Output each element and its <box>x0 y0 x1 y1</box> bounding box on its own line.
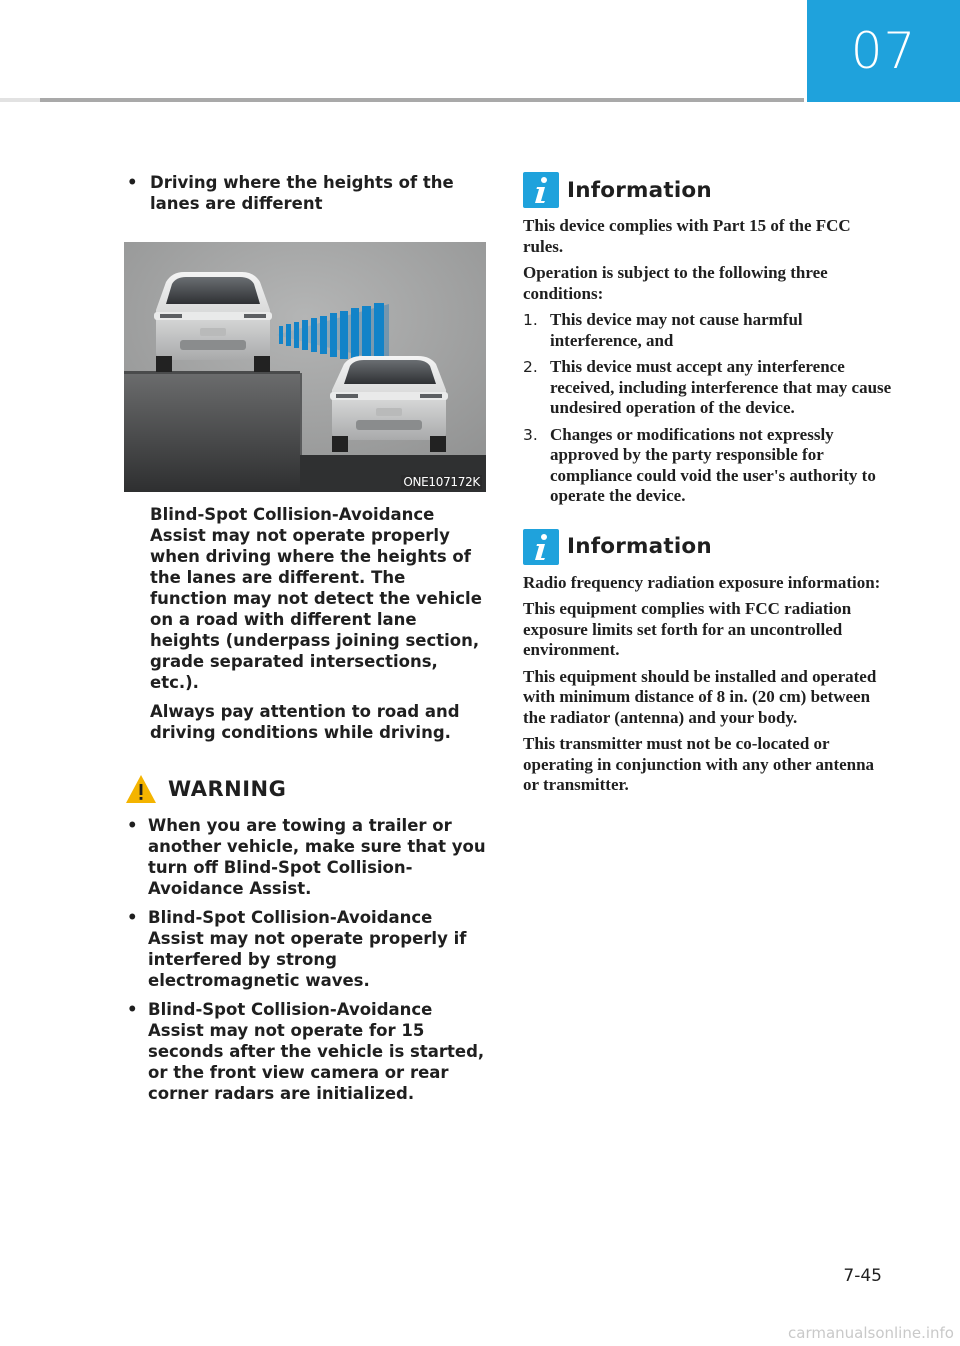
item-text: This device may not cause harmful interference, and <box>550 310 803 350</box>
item-number: 1. <box>523 311 538 329</box>
numbered-item <box>523 310 893 351</box>
info-paragraph: This equipment complies with FCC radiation exposure limits set forth for an uncontrolled environment. <box>523 599 852 659</box>
page-number: 7-45 <box>843 1266 882 1286</box>
information-heading <box>523 172 893 208</box>
warning-item-text: When you are towing a trailer or another vehicle, make sure that you turn off Blind-Spot Collision-Avoidance Assist. <box>148 816 486 898</box>
information-title: Information <box>567 177 712 203</box>
body-paragraph: Always pay attention to road and driving conditions while driving. <box>150 702 460 742</box>
left-column <box>124 172 488 1112</box>
warning-triangle-icon <box>124 773 158 805</box>
warning-item <box>124 815 488 899</box>
warning-item <box>124 999 488 1104</box>
figure-lane-heights <box>124 242 486 492</box>
right-column <box>523 172 893 796</box>
watermark: carmanualsonline.info <box>788 1324 954 1342</box>
item-text: Changes or modifications not expressly approved by the party responsible for compliance could void the user's authority to operate the device. <box>550 424 876 505</box>
info-icon <box>523 172 559 208</box>
info-paragraph: This equipment should be installed and operated with minimum distance of 8 in. (20 cm) between the radiator (antenna) and your body. <box>523 666 877 727</box>
bullet-item <box>124 172 488 214</box>
warning-title: WARNING <box>168 777 287 801</box>
info-paragraph: Radio frequency radiation exposure information: <box>523 572 881 592</box>
figure-code-label: ONE107172K <box>403 475 480 489</box>
item-number: 2. <box>523 358 538 376</box>
information-box-rf <box>523 529 893 796</box>
body-paragraph: Blind-Spot Collision-Avoidance Assist may not operate properly when driving where the heights of the lanes are different. The function may not detect the vehicle on a road with different lane heights (underpass joining section, grade separated intersections, etc.). <box>150 505 482 692</box>
numbered-item <box>523 425 893 507</box>
information-title: Information <box>567 534 712 559</box>
warning-item-text: Blind-Spot Collision-Avoidance Assist may not operate properly if interfered by strong electromagnetic waves. <box>148 908 467 990</box>
item-text: This device must accept any interference received, including interference that may cause undesired operation of the device. <box>550 357 892 417</box>
information-box-fcc <box>523 172 893 507</box>
information-heading <box>523 529 893 565</box>
info-paragraph: This device complies with Part 15 of the FCC rules. <box>523 216 851 256</box>
bullet-text: Driving where the heights of the lanes are different <box>150 173 454 213</box>
info-icon <box>523 529 559 565</box>
bullet-dot-icon: • <box>127 816 138 835</box>
numbered-item <box>523 357 893 419</box>
bullet-dot-icon: • <box>127 173 138 192</box>
info-paragraph: This transmitter must not be co-located or operating in conjunction with any other antenna or transmitter. <box>523 734 875 794</box>
warning-item-text: Blind-Spot Collision-Avoidance Assist may not operate for 15 seconds after the vehicle is started, or the front view camera or rear corner radars are initialized. <box>148 1000 485 1103</box>
warning-heading <box>124 773 488 805</box>
warning-item <box>124 907 488 991</box>
warning-list <box>124 815 488 1104</box>
figure-illustration <box>124 242 486 492</box>
bullet-dot-icon: • <box>127 908 138 927</box>
header-rule <box>40 98 804 102</box>
chapter-tab: 07 <box>807 0 960 102</box>
info-paragraph: Operation is subject to the following three conditions: <box>523 263 828 303</box>
bullet-dot-icon: • <box>127 1000 138 1019</box>
header-rule-accent <box>0 98 40 102</box>
item-number: 3. <box>523 425 538 444</box>
